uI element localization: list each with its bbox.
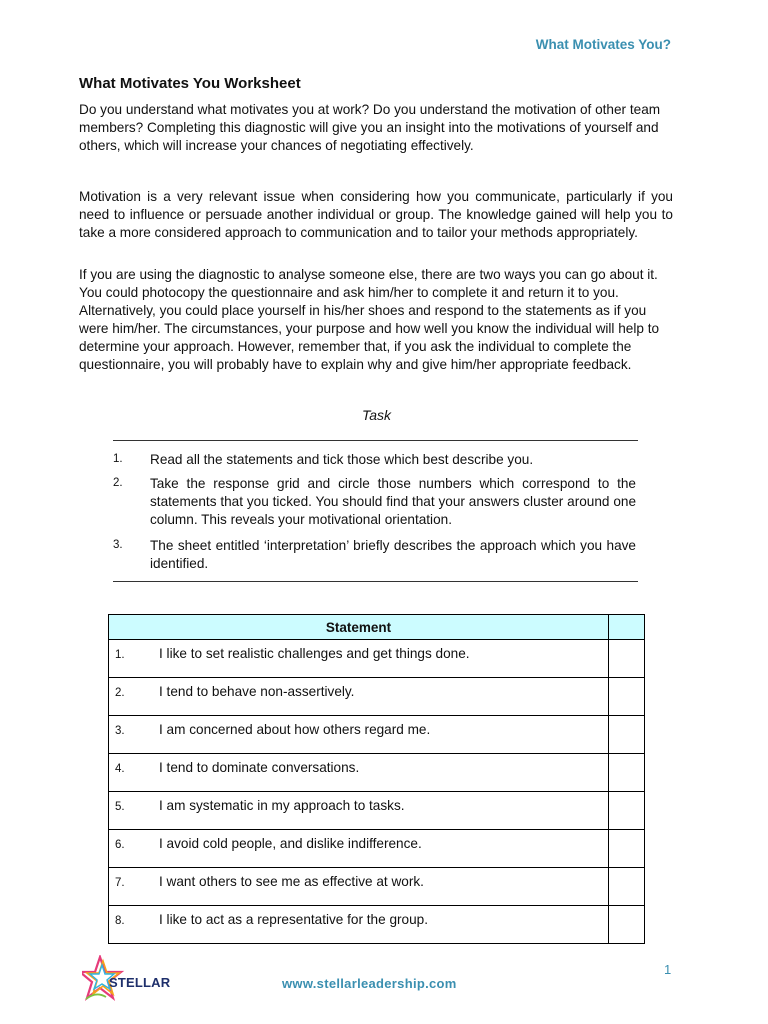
row-statement: I avoid cold people, and dislike indifference. [159,836,422,851]
stellar-logo [82,955,172,1003]
row-number: 1. [115,649,125,661]
header-title: What Motivates You? [535,37,671,52]
row-statement: I like to set realistic challenges and get things done. [159,646,470,661]
footer-url-link[interactable]: www.stellarleadership.com [282,976,457,991]
diagnostic-paragraph: If you are using the diagnostic to analyse someone else, there are two ways you can go about it. You could photocopy the questionnaire and ask him/her to complete it and return it to you. Alternatively, you could place yourself in his/her shoes and respond to the statements as if you were him/her. The circumstances, your purpose and how well you know the individual will help to determine your approach. However, remember that, if you ask the individual to complete the questionnaire, you will probably have to explain why and give him/her appropriate feedback. [79,267,660,372]
task-item-text: Read all the statements and tick those which best describe you. [150,452,534,467]
task-list [113,440,638,582]
task-item-text: Take the response grid and circle those numbers which correspond to the statements that you ticked. You should find that your answers cluster around one column. This reveals your motivational orientation. [150,476,636,527]
table-row [109,830,645,868]
row-statement: I tend to dominate conversations. [159,760,360,775]
row-statement: I like to act as a representative for the group. [159,912,429,927]
tick-header [609,615,645,640]
table-row [109,868,645,906]
task-item-text: The sheet entitled ‘interpretation’ briefly describes the approach which you have identified. [150,538,636,571]
row-statement: I want others to see me as effective at work. [159,874,424,889]
document-title: What Motivates You Worksheet [79,75,301,92]
table-row [109,792,645,830]
row-statement: I am systematic in my approach to tasks. [159,798,405,813]
row-number: 2. [115,687,125,699]
table-header-row [109,615,645,640]
statement-header: Statement [109,615,609,640]
tick-cell[interactable] [609,792,645,830]
row-number: 6. [115,839,125,851]
statement-table [108,614,645,944]
row-number: 4. [115,763,125,775]
tick-cell[interactable] [609,868,645,906]
motivation-paragraph: Motivation is a very relevant issue when considering how you communicate, particularly if you need to influence or persuade another individual or group. The knowledge gained will help you to take a more considered approach to communication and to tailor your methods appropriately. [79,189,673,240]
tick-cell[interactable] [609,830,645,868]
tick-cell[interactable] [609,678,645,716]
task-item-number: 1. [113,453,123,465]
row-number: 7. [115,877,125,889]
row-statement: I am concerned about how others regard me. [159,722,431,737]
task-item-number: 3. [113,539,123,551]
row-statement: I tend to behave non-assertively. [159,684,355,699]
table-row [109,678,645,716]
table-row [109,754,645,792]
row-number: 5. [115,801,125,813]
row-number: 8. [115,915,125,927]
table-row [109,716,645,754]
tick-cell[interactable] [609,716,645,754]
task-item-number: 2. [113,477,123,489]
page-number: 1 [664,962,672,977]
tick-cell[interactable] [609,640,645,678]
logo-text: STELLAR [109,975,171,990]
intro-paragraph: Do you understand what motivates you at work? Do you understand the motivation of other team members? Completing this diagnostic will give you an insight into the motivations of yourself and others, which will increase your chances of negotiating effectively. [79,102,661,153]
tick-cell[interactable] [609,754,645,792]
table-row [109,906,645,944]
row-number: 3. [115,725,125,737]
task-title: Task [361,407,392,423]
tick-cell[interactable] [609,906,645,944]
table-row [109,640,645,678]
